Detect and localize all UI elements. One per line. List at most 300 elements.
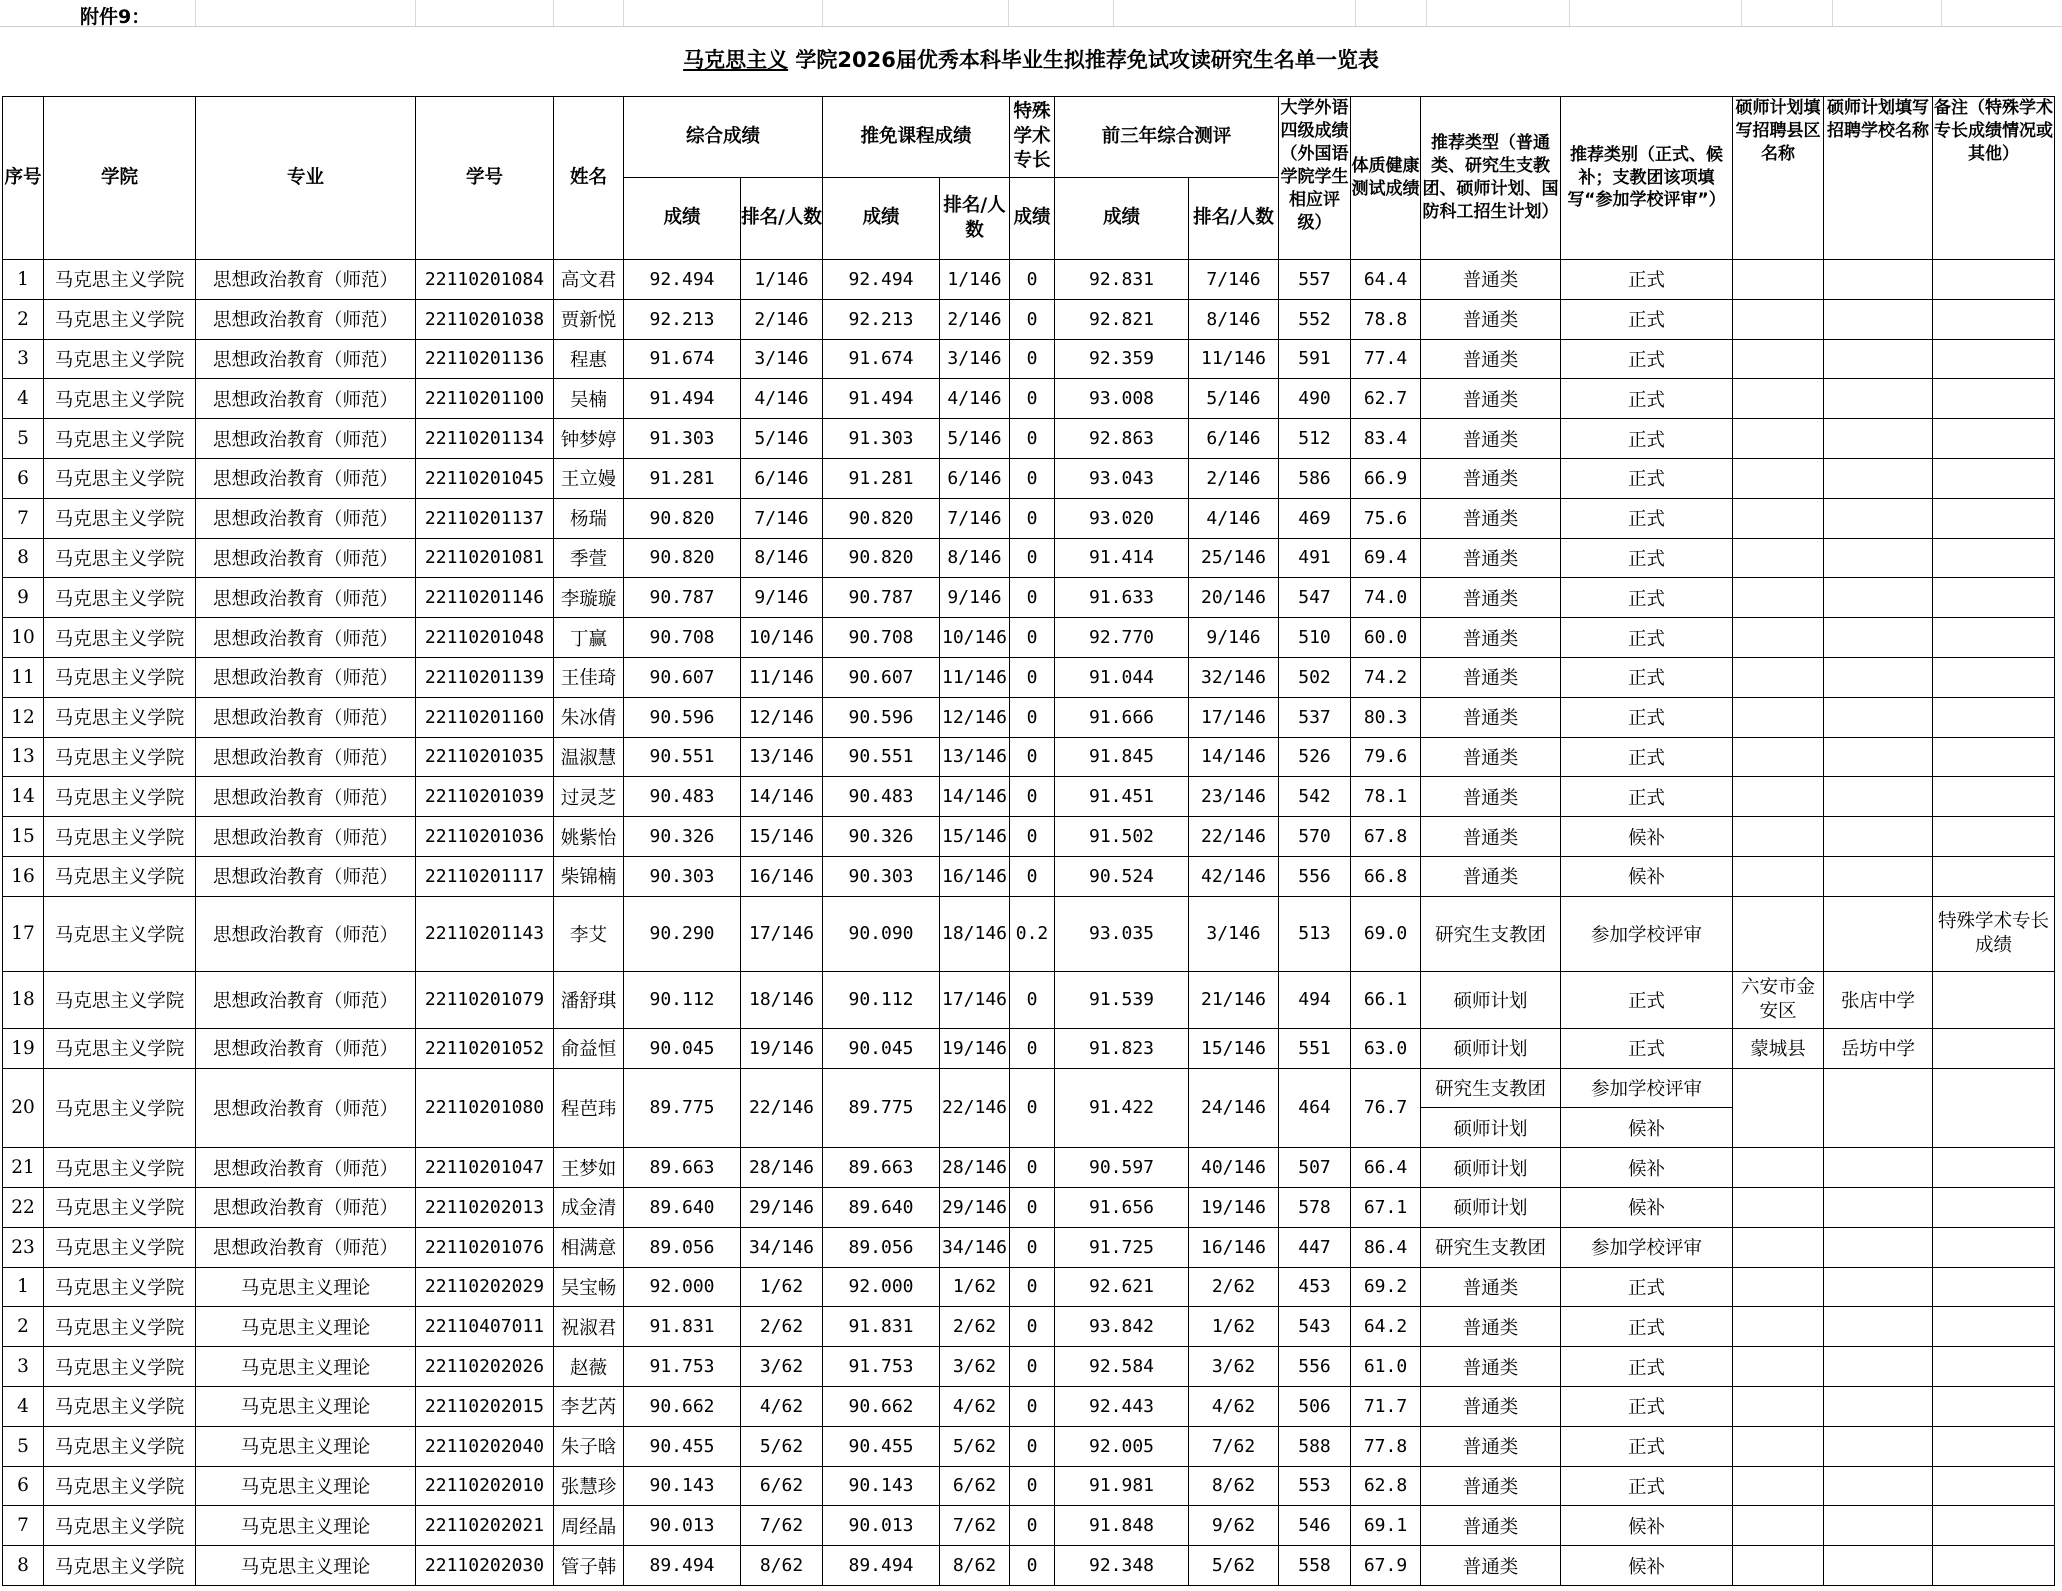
cell-rec-type: 硕师计划	[1421, 1148, 1561, 1188]
cell-county	[1733, 618, 1824, 658]
cell-remark	[1933, 1028, 2055, 1068]
cell-remark	[1933, 1347, 2055, 1387]
cell-name: 朱冰倩	[554, 697, 624, 737]
cell-county	[1733, 1307, 1824, 1347]
cell-fitness: 64.4	[1351, 260, 1421, 300]
cell-county	[1733, 1506, 1824, 1546]
cell-cet4: 490	[1279, 379, 1351, 419]
cell-rec-category: 正式	[1561, 1386, 1733, 1426]
cell-rec-type: 普通类	[1421, 299, 1561, 339]
cell-major: 马克思主义理论	[196, 1466, 416, 1506]
cell-county	[1733, 657, 1824, 697]
cell-county	[1733, 1466, 1824, 1506]
cell-student-id: 22110407011	[416, 1307, 554, 1347]
cell-name: 王佳琦	[554, 657, 624, 697]
cell-school	[1824, 1386, 1933, 1426]
cell-eval3-score: 91.422	[1055, 1068, 1189, 1148]
cell-rec-category: 候补	[1561, 1148, 1733, 1188]
table-row	[3, 1227, 2055, 1267]
cell-seq: 21	[3, 1148, 44, 1188]
cell-college: 马克思主义学院	[44, 339, 196, 379]
cell-course-score: 91.281	[823, 458, 940, 498]
cell-overall-score: 90.551	[624, 737, 741, 777]
cell-county	[1733, 856, 1824, 896]
cell-name: 王梦如	[554, 1148, 624, 1188]
table-row	[3, 339, 2055, 379]
cell-county	[1733, 896, 1824, 971]
cell-overall-rank: 2/62	[741, 1307, 823, 1347]
header-special: 特殊学术专长	[1010, 97, 1055, 178]
cell-major: 思想政治教育（师范）	[196, 299, 416, 339]
cell-seq: 3	[3, 1347, 44, 1387]
cell-rec-type: 普通类	[1421, 458, 1561, 498]
cell-rec-type: 普通类	[1421, 1546, 1561, 1586]
cell-special: 0	[1010, 1068, 1055, 1148]
cell-course-rank: 16/146	[940, 856, 1010, 896]
cell-county	[1733, 1426, 1824, 1466]
cell-college: 马克思主义学院	[44, 737, 196, 777]
cell-student-id: 22110202029	[416, 1267, 554, 1307]
cell-remark	[1933, 737, 2055, 777]
cell-overall-rank: 8/62	[741, 1546, 823, 1586]
cell-college: 马克思主义学院	[44, 1028, 196, 1068]
cell-cet4: 588	[1279, 1426, 1351, 1466]
cell-overall-rank: 2/146	[741, 299, 823, 339]
cell-remark	[1933, 777, 2055, 817]
table-row	[3, 1386, 2055, 1426]
cell-name: 程芭玮	[554, 1068, 624, 1148]
table-row	[3, 578, 2055, 618]
cell-name: 朱子晗	[554, 1426, 624, 1466]
cell-name: 丁赢	[554, 618, 624, 658]
cell-student-id: 22110202010	[416, 1466, 554, 1506]
cell-course-score: 90.820	[823, 498, 940, 538]
cell-school	[1824, 737, 1933, 777]
cell-eval3-rank: 3/146	[1189, 896, 1279, 971]
cell-cet4: 526	[1279, 737, 1351, 777]
cell-major: 马克思主义理论	[196, 1426, 416, 1466]
cell-overall-score: 91.281	[624, 458, 741, 498]
cell-county	[1733, 697, 1824, 737]
cell-student-id: 22110202015	[416, 1386, 554, 1426]
cell-overall-score: 90.820	[624, 498, 741, 538]
cell-course-rank: 7/62	[940, 1506, 1010, 1546]
cell-rec-type: 普通类	[1421, 777, 1561, 817]
cell-remark	[1933, 339, 2055, 379]
cell-course-rank: 28/146	[940, 1148, 1010, 1188]
cell-student-id: 22110201160	[416, 697, 554, 737]
cell-special: 0	[1010, 697, 1055, 737]
cell-course-score: 91.831	[823, 1307, 940, 1347]
cell-course-score: 90.483	[823, 777, 940, 817]
cell-course-rank: 15/146	[940, 817, 1010, 857]
cell-cet4: 553	[1279, 1466, 1351, 1506]
cell-overall-score: 89.056	[624, 1227, 741, 1267]
cell-rec-category: 正式	[1561, 737, 1733, 777]
cell-student-id: 22110201036	[416, 817, 554, 857]
cell-rec-type: 普通类	[1421, 1267, 1561, 1307]
cell-county	[1733, 1546, 1824, 1586]
cell-overall-rank: 8/146	[741, 538, 823, 578]
cell-course-score: 92.213	[823, 299, 940, 339]
cell-college: 马克思主义学院	[44, 896, 196, 971]
header-overall-score: 成绩	[624, 178, 741, 260]
cell-fitness: 69.4	[1351, 538, 1421, 578]
cell-student-id: 22110201079	[416, 971, 554, 1028]
cell-course-score: 89.663	[823, 1148, 940, 1188]
cell-college: 马克思主义学院	[44, 971, 196, 1028]
cell-eval3-score: 93.008	[1055, 379, 1189, 419]
cell-seq: 11	[3, 657, 44, 697]
cell-rec-type: 普通类	[1421, 817, 1561, 857]
cell-overall-rank: 6/62	[741, 1466, 823, 1506]
cell-course-rank: 7/146	[940, 498, 1010, 538]
cell-eval3-rank: 3/62	[1189, 1347, 1279, 1387]
cell-fitness: 63.0	[1351, 1028, 1421, 1068]
cell-special: 0	[1010, 1546, 1055, 1586]
cell-eval3-score: 91.725	[1055, 1227, 1189, 1267]
cell-overall-score: 91.753	[624, 1347, 741, 1387]
cell-student-id: 22110201134	[416, 419, 554, 459]
header-eval3: 前三年综合测评	[1055, 97, 1279, 178]
cell-course-rank: 8/62	[940, 1546, 1010, 1586]
table-row	[3, 817, 2055, 857]
cell-college: 马克思主义学院	[44, 618, 196, 658]
header-seq: 序号	[3, 97, 44, 260]
cell-cet4: 464	[1279, 1068, 1351, 1148]
cell-rec-type: 普通类	[1421, 1386, 1561, 1426]
cell-special: 0	[1010, 339, 1055, 379]
cell-cet4: 542	[1279, 777, 1351, 817]
cell-course-score: 90.326	[823, 817, 940, 857]
cell-cet4: 512	[1279, 419, 1351, 459]
cell-student-id: 22110201047	[416, 1148, 554, 1188]
cell-college: 马克思主义学院	[44, 1148, 196, 1188]
cell-major: 思想政治教育（师范）	[196, 817, 416, 857]
table-row	[3, 657, 2055, 697]
cell-student-id: 22110201038	[416, 299, 554, 339]
cell-cet4: 491	[1279, 538, 1351, 578]
cell-special: 0	[1010, 260, 1055, 300]
cell-course-score: 90.143	[823, 1466, 940, 1506]
cell-fitness: 77.4	[1351, 339, 1421, 379]
cell-rec-category: 候补	[1561, 1546, 1733, 1586]
cell-seq: 7	[3, 498, 44, 538]
header-rec-type: 推荐类型（普通类、研究生支教团、硕师计划、国防科工招生计划）	[1421, 97, 1561, 260]
cell-course-score: 90.787	[823, 578, 940, 618]
cell-seq: 10	[3, 618, 44, 658]
cell-college: 马克思主义学院	[44, 1267, 196, 1307]
cell-special: 0	[1010, 1267, 1055, 1307]
cell-course-rank: 18/146	[940, 896, 1010, 971]
cell-rec-type: 研究生支教团	[1421, 896, 1561, 971]
cell-rec-category: 正式	[1561, 419, 1733, 459]
cell-rec-category: 正式	[1561, 299, 1733, 339]
cell-major: 思想政治教育（师范）	[196, 896, 416, 971]
cell-rec-type: 普通类	[1421, 498, 1561, 538]
table-header	[3, 97, 2055, 260]
cell-college: 马克思主义学院	[44, 697, 196, 737]
cell-overall-score: 91.494	[624, 379, 741, 419]
cell-school	[1824, 1068, 1933, 1148]
title-text: 学院2026届优秀本科毕业生拟推荐免试攻读研究生名单一览表	[795, 48, 1379, 72]
cell-overall-score: 89.494	[624, 1546, 741, 1586]
cell-rec-category: 正式	[1561, 458, 1733, 498]
cell-student-id: 22110201139	[416, 657, 554, 697]
cell-school	[1824, 260, 1933, 300]
cell-rec-type: 硕师计划	[1421, 1187, 1561, 1227]
cell-eval3-score: 92.348	[1055, 1546, 1189, 1586]
cell-course-score: 91.753	[823, 1347, 940, 1387]
cell-name: 杨瑞	[554, 498, 624, 538]
cell-overall-rank: 22/146	[741, 1068, 823, 1148]
cell-eval3-rank: 9/62	[1189, 1506, 1279, 1546]
table-row	[3, 1506, 2055, 1546]
cell-course-score: 90.596	[823, 697, 940, 737]
cell-cet4: 547	[1279, 578, 1351, 618]
cell-course-rank: 34/146	[940, 1227, 1010, 1267]
header-eval3-score: 成绩	[1055, 178, 1189, 260]
cell-remark	[1933, 578, 2055, 618]
cell-name: 俞益恒	[554, 1028, 624, 1068]
header-fitness: 体质健康测试成绩	[1351, 97, 1421, 260]
cell-remark	[1933, 618, 2055, 658]
cell-overall-score: 92.000	[624, 1267, 741, 1307]
cell-major: 马克思主义理论	[196, 1307, 416, 1347]
cell-seq: 5	[3, 1426, 44, 1466]
cell-name: 祝淑君	[554, 1307, 624, 1347]
cell-cet4: 510	[1279, 618, 1351, 658]
cell-eval3-rank: 8/62	[1189, 1466, 1279, 1506]
cell-course-score: 90.607	[823, 657, 940, 697]
cell-name: 潘舒琪	[554, 971, 624, 1028]
cell-eval3-score: 91.845	[1055, 737, 1189, 777]
title-college: 马克思主义	[683, 48, 789, 72]
cell-overall-rank: 15/146	[741, 817, 823, 857]
cell-overall-rank: 1/62	[741, 1267, 823, 1307]
cell-name: 王立嫚	[554, 458, 624, 498]
cell-overall-score: 92.494	[624, 260, 741, 300]
cell-course-score: 89.056	[823, 1227, 940, 1267]
cell-course-rank: 9/146	[940, 578, 1010, 618]
cell-fitness: 64.2	[1351, 1307, 1421, 1347]
table-row	[3, 1267, 2055, 1307]
cell-name: 成金清	[554, 1187, 624, 1227]
header-overall-rank: 排名/人数	[741, 178, 823, 260]
page-title	[0, 44, 2062, 74]
table-row	[3, 1546, 2055, 1586]
cell-school: 张店中学	[1824, 971, 1933, 1028]
cell-student-id: 22110201048	[416, 618, 554, 658]
cell-county	[1733, 1187, 1824, 1227]
cell-cet4: 552	[1279, 299, 1351, 339]
cell-course-score: 90.303	[823, 856, 940, 896]
cell-name: 温淑慧	[554, 737, 624, 777]
cell-major: 马克思主义理论	[196, 1546, 416, 1586]
cell-cet4: 578	[1279, 1187, 1351, 1227]
cell-cet4: 506	[1279, 1386, 1351, 1426]
cell-course-rank: 13/146	[940, 737, 1010, 777]
cell-overall-rank: 3/62	[741, 1347, 823, 1387]
cell-rec-category: 正式	[1561, 657, 1733, 697]
cell-fitness: 69.0	[1351, 896, 1421, 971]
cell-special: 0	[1010, 1426, 1055, 1466]
cell-name: 过灵芝	[554, 777, 624, 817]
cell-seq: 7	[3, 1506, 44, 1546]
cell-cet4: 469	[1279, 498, 1351, 538]
cell-course-score: 92.494	[823, 260, 940, 300]
cell-rec-category: 正式	[1561, 971, 1733, 1028]
cell-special: 0	[1010, 419, 1055, 459]
cell-college: 马克思主义学院	[44, 458, 196, 498]
cell-eval3-score: 91.656	[1055, 1187, 1189, 1227]
cell-rec-type: 硕师计划	[1421, 971, 1561, 1028]
cell-overall-rank: 29/146	[741, 1187, 823, 1227]
cell-rec-category: 正式	[1561, 339, 1733, 379]
cell-cet4: 546	[1279, 1506, 1351, 1546]
cell-course-rank: 5/62	[940, 1426, 1010, 1466]
cell-overall-rank: 19/146	[741, 1028, 823, 1068]
cell-fitness: 86.4	[1351, 1227, 1421, 1267]
cell-fitness: 60.0	[1351, 618, 1421, 658]
cell-rec-category: 候补	[1561, 817, 1733, 857]
cell-seq: 16	[3, 856, 44, 896]
cell-county	[1733, 737, 1824, 777]
cell-fitness: 74.0	[1351, 578, 1421, 618]
cell-overall-score: 90.662	[624, 1386, 741, 1426]
cell-student-id: 22110201136	[416, 339, 554, 379]
table-row	[3, 498, 2055, 538]
cell-school	[1824, 379, 1933, 419]
cell-major: 思想政治教育（师范）	[196, 1187, 416, 1227]
cell-overall-score: 90.290	[624, 896, 741, 971]
cell-college: 马克思主义学院	[44, 1426, 196, 1466]
cell-overall-score: 90.143	[624, 1466, 741, 1506]
cell-seq: 2	[3, 1307, 44, 1347]
cell-seq: 22	[3, 1187, 44, 1227]
cell-eval3-rank: 42/146	[1189, 856, 1279, 896]
cell-name: 周经晶	[554, 1506, 624, 1546]
cell-college: 马克思主义学院	[44, 419, 196, 459]
cell-rec-category: 正式	[1561, 578, 1733, 618]
cell-college: 马克思主义学院	[44, 1546, 196, 1586]
cell-course-score: 92.000	[823, 1267, 940, 1307]
cell-school	[1824, 1546, 1933, 1586]
cell-eval3-score: 93.842	[1055, 1307, 1189, 1347]
cell-seq: 8	[3, 538, 44, 578]
cell-eval3-score: 92.005	[1055, 1426, 1189, 1466]
cell-seq: 13	[3, 737, 44, 777]
cell-name: 李璇璇	[554, 578, 624, 618]
cell-rec-type: 普通类	[1421, 339, 1561, 379]
cell-school	[1824, 657, 1933, 697]
cell-overall-rank: 9/146	[741, 578, 823, 618]
cell-overall-rank: 4/62	[741, 1386, 823, 1426]
cell-eval3-rank: 4/62	[1189, 1386, 1279, 1426]
cell-special: 0	[1010, 578, 1055, 618]
cell-college: 马克思主义学院	[44, 538, 196, 578]
cell-eval3-score: 90.524	[1055, 856, 1189, 896]
cell-overall-rank: 16/146	[741, 856, 823, 896]
cell-rec-category: 候补	[1561, 1187, 1733, 1227]
cell-rec-category: 正式	[1561, 697, 1733, 737]
cell-eval3-score: 91.539	[1055, 971, 1189, 1028]
cell-rec-category: 正式	[1561, 260, 1733, 300]
candidate-table	[2, 96, 2055, 1586]
cell-remark	[1933, 1307, 2055, 1347]
cell-college: 马克思主义学院	[44, 1466, 196, 1506]
cell-course-rank: 3/62	[940, 1347, 1010, 1387]
cell-eval3-score: 92.831	[1055, 260, 1189, 300]
cell-major: 思想政治教育（师范）	[196, 1068, 416, 1148]
cell-student-id: 22110201035	[416, 737, 554, 777]
cell-fitness: 62.8	[1351, 1466, 1421, 1506]
cell-rec-category: 正式	[1561, 618, 1733, 658]
cell-college: 马克思主义学院	[44, 1386, 196, 1426]
cell-eval3-score: 92.863	[1055, 419, 1189, 459]
cell-school	[1824, 1148, 1933, 1188]
cell-course-score: 91.494	[823, 379, 940, 419]
cell-special: 0	[1010, 379, 1055, 419]
cell-fitness: 67.8	[1351, 817, 1421, 857]
cell-overall-score: 90.112	[624, 971, 741, 1028]
cell-overall-score: 92.213	[624, 299, 741, 339]
cell-eval3-rank: 23/146	[1189, 777, 1279, 817]
cell-course-rank: 10/146	[940, 618, 1010, 658]
cell-major: 思想政治教育（师范）	[196, 697, 416, 737]
cell-major: 思想政治教育（师范）	[196, 538, 416, 578]
cell-special: 0	[1010, 1187, 1055, 1227]
cell-eval3-rank: 14/146	[1189, 737, 1279, 777]
cell-rec-type: 普通类	[1421, 856, 1561, 896]
cell-fitness: 80.3	[1351, 697, 1421, 737]
cell-fitness: 66.4	[1351, 1148, 1421, 1188]
cell-student-id: 22110201137	[416, 498, 554, 538]
cell-eval3-score: 92.443	[1055, 1386, 1189, 1426]
cell-overall-rank: 13/146	[741, 737, 823, 777]
cell-eval3-rank: 20/146	[1189, 578, 1279, 618]
cell-eval3-rank: 22/146	[1189, 817, 1279, 857]
cell-cet4: 453	[1279, 1267, 1351, 1307]
cell-student-id: 22110201146	[416, 578, 554, 618]
cell-special: 0	[1010, 1466, 1055, 1506]
cell-name: 季萱	[554, 538, 624, 578]
cell-remark	[1933, 1426, 2055, 1466]
spreadsheet-grid-top	[0, 0, 2062, 27]
cell-eval3-rank: 2/146	[1189, 458, 1279, 498]
cell-rec-category: 正式	[1561, 1347, 1733, 1387]
cell-rec-type: 普通类	[1421, 1426, 1561, 1466]
cell-name: 姚紫怡	[554, 817, 624, 857]
cell-fitness: 74.2	[1351, 657, 1421, 697]
cell-eval3-score: 93.035	[1055, 896, 1189, 971]
cell-remark	[1933, 498, 2055, 538]
cell-overall-rank: 5/146	[741, 419, 823, 459]
cell-college: 马克思主义学院	[44, 498, 196, 538]
cell-student-id: 22110201143	[416, 896, 554, 971]
cell-special: 0	[1010, 971, 1055, 1028]
cell-course-rank: 14/146	[940, 777, 1010, 817]
cell-seq: 19	[3, 1028, 44, 1068]
cell-remark	[1933, 419, 2055, 459]
cell-rec-category: 参加学校评审	[1561, 1068, 1733, 1108]
cell-overall-score: 90.596	[624, 697, 741, 737]
cell-county	[1733, 1267, 1824, 1307]
cell-overall-rank: 12/146	[741, 697, 823, 737]
cell-college: 马克思主义学院	[44, 379, 196, 419]
header-course: 推免课程成绩	[823, 97, 1010, 178]
cell-school	[1824, 339, 1933, 379]
